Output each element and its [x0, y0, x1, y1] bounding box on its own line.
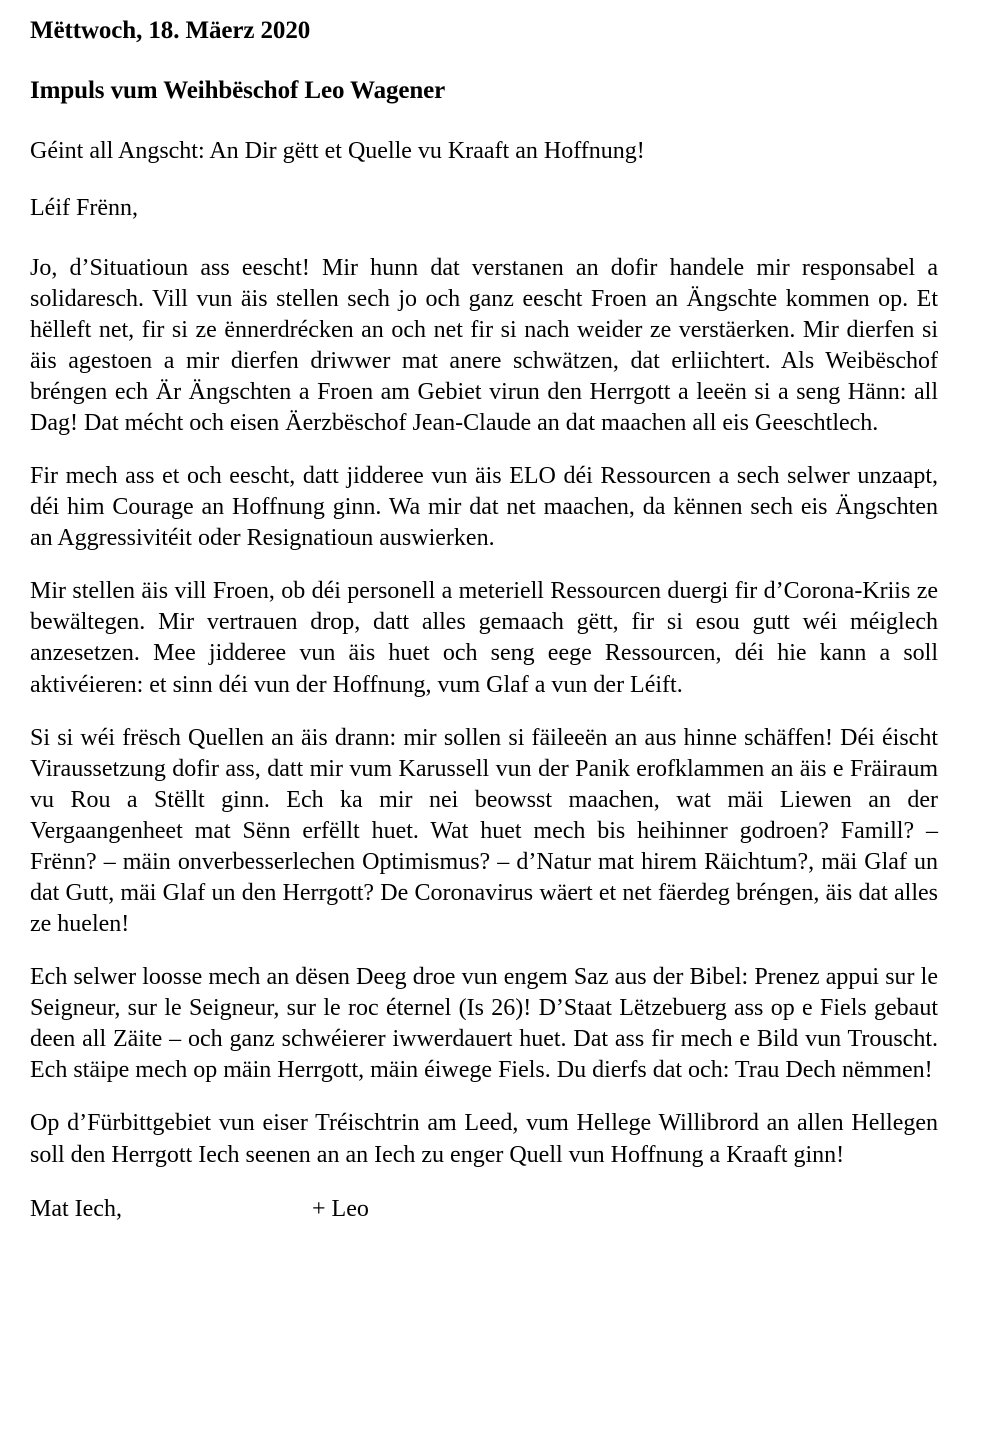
body-paragraph: Si si wéi frësch Quellen an äis drann: mir sollen si fäileeën an aus hinne schäffen! Déi éischt Viraussetzung dofir ass, datt mir vum Karussell vun der Panik erofklammen an äis e Fräiraum vu Rou a Stëllt ginn. Ech ka mir nei beowsst maachen, wat mäi Liewen an der Vergaangenheet mat Sënn erfëllt huet. Wat huet mech bis heihinner godroen? Famill? – Frënn? – mäin onverbesserlechen Optimismus? – d’Natur mat hirem Räichtum?, mäi Glaf un dat Gutt, mäi Glaf un den Herrgott? De Coronavirus wäert et net fäerdeg bréngen, äis dat alles ze huelen! — [30, 724, 938, 938]
closing-signature: + Leo — [312, 1195, 369, 1222]
body-paragraph: Op d’Fürbittgebiet vun eiser Tréischtrin am Leed, vum Hellege Willibrord an allen Hellegen soll den Herrgott Iech seenen an an Iech zu enger Quell vun Hoffnung a Kraaft ginn! — [30, 1110, 938, 1168]
body-paragraph: Fir mech ass et och eescht, datt jidderee vun äis ELO déi Ressourcen a sech selwer unzaapt, déi him Courage an Hoffnung ginn. Wa mir dat net maachen, da kënnen sech eis Ängschten an Aggressivitéit oder Resignatioun auswierken. — [30, 463, 938, 552]
body-paragraph: Mir stellen äis vill Froen, ob déi personell a meteriell Ressourcen duergi fir d’Corona-Kriis ze bewältegen. Mir vertrauen drop, datt alles gemaach gëtt, fir si esou gutt wéi méiglech anzesetzen. Mee jidderee vun äis huet och seng eege Ressourcen, déi hie kann a soll aktivéieren: et sinn déi vun der Hoffnung, vum Glaf a vun der Léift. — [30, 578, 938, 698]
document-lede: Géint all Angscht: An Dir gëtt et Quelle vu Kraaft an Hoffnung! — [30, 138, 645, 164]
document-date: Mëttwoch, 18. Mäerz 2020 — [30, 17, 311, 44]
document-title: Impuls vum Weihbëschof Leo Wagener — [30, 76, 446, 104]
closing-farewell: Mat Iech, — [30, 1195, 122, 1222]
document-salutation: Léif Frënn, — [30, 194, 138, 221]
body-paragraph: Jo, d’Situatioun ass eescht! Mir hunn dat verstanen an dofir handele mir responsabel a solidaresch. Vill vun äis stellen sech jo och ganz eescht Froen an Ängschte kommen op. Et hëlleft net, fir si ze ënnerdrécken an och net fir si nach weider ze verstäerken. Mir dierfen si äis agestoen a mir dierfen driwwer mat anere schwätzen, dat erliichtert. Als Weibëschof bréngen ech Är Ängschten a Froen am Gebiet virun den Herrgott a leeën si a seng Hänn: all Dag! Dat mécht och eisen Äerzbëschof Jean-Claude an dat maachen all eis Geeschtlech. — [30, 254, 938, 436]
body-paragraph: Ech selwer loosse mech an dësen Deeg droe vun engem Saz aus der Bibel: Prenez appui sur le Seigneur, sur le Seigneur, sur le roc éternel (Is 26)! D’Staat Lëtzebuerg ass op e Fiels gebaut deen all Zäite – och ganz schwéierer iwwerdauert huet. Dat ass fir mech e Bild vun Trouscht. Ech stäipe mech op mäin Herrgott, mäin éiwege Fiels. Du dierfs dat och: Trau Dech nëmmen! — [30, 964, 938, 1084]
closing-block — [30, 1195, 938, 1224]
